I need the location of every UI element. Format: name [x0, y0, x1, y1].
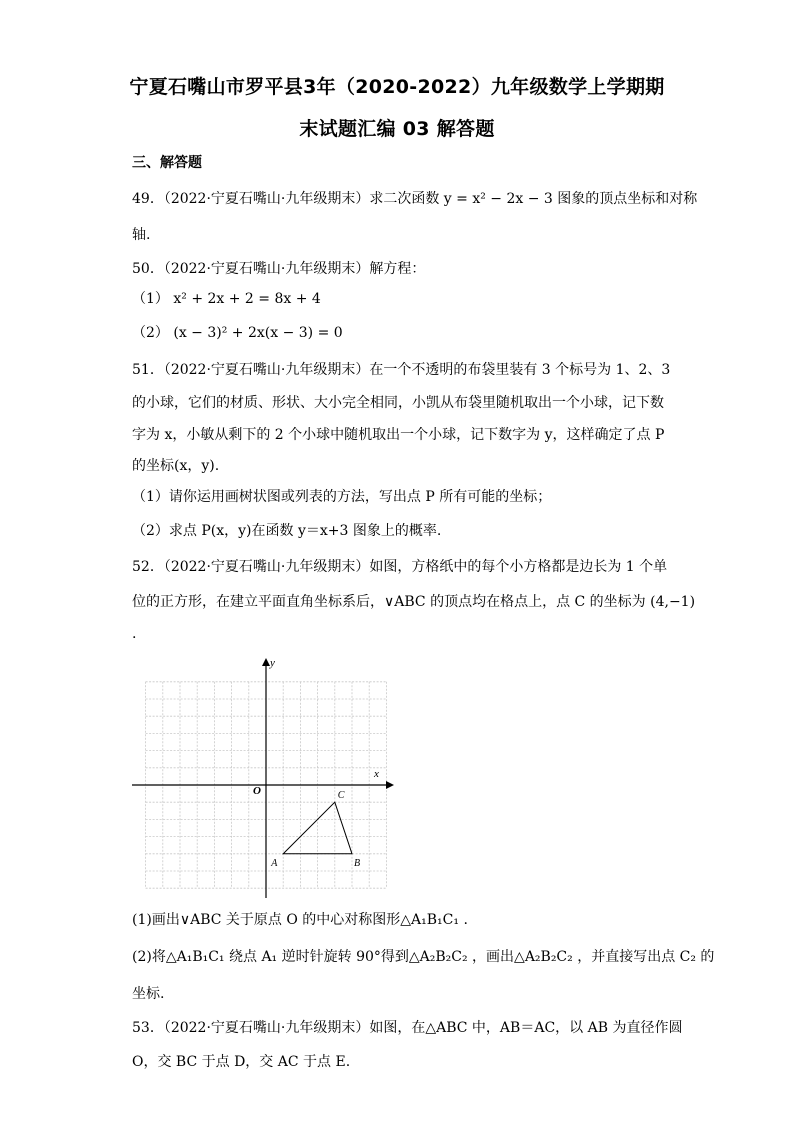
q51-line-3: 字为 x，小敏从剩下的 2 个小球中随机取出一个小球，记下数字为 y，这样确定了点 P — [132, 427, 665, 443]
q51-line-2: 的小球，它们的材质、形状、大小完全相同，小凯从布袋里随机取出一个小球，记下数 — [132, 395, 664, 411]
q51-part-1: （1）请你运用画树状图或列表的方法，写出点 P 所有可能的坐标； — [132, 489, 552, 505]
q52-part-2-line-2: 坐标. — [132, 986, 165, 1002]
q52-line-2: 位的正方形，在建立平面直角坐标系后，∨ABC 的顶点均在格点上，点 C 的坐标为 (4,−1) — [132, 594, 696, 610]
y-axis-arrow-icon — [262, 658, 270, 666]
q52-part-2-line-1: (2)将△A₁B₁C₁ 绕点 A₁ 逆时针旋转 90°得到△A₂B₂C₂ ，画出△A₂B₂C₂ ，并直接写出点 C₂ 的 — [132, 949, 715, 965]
q52-part-1: (1)画出∨ABC 关于原点 O 的中心对称图形△A₁B₁C₁ . — [132, 912, 468, 928]
q49-line-2: 轴. — [132, 227, 151, 243]
q52-line-1: 52．（2022·宁夏石嘴山·九年级期末）如图，方格纸中的每个小方格都是边长为 1 个单 — [132, 559, 668, 575]
q51-line-1: 51．（2022·宁夏石嘴山·九年级期末）在一个不透明的布袋里装有 3 个标号为 1、2、3 — [132, 362, 671, 378]
x-axis-label: x — [374, 768, 379, 780]
y-axis-label: y — [270, 657, 275, 669]
q52-line-3: . — [132, 626, 137, 642]
document-title-line-2: 末试题汇编 03 解答题 — [299, 118, 495, 140]
q50-part-1: （1） x² + 2x + 2 = 8x + 4 — [132, 291, 321, 307]
document-title-line-1: 宁夏石嘴山市罗平县3年（2020-2022）九年级数学上学期期 — [129, 76, 665, 98]
point-c-label: C — [337, 790, 345, 802]
q49-line-1: 49．（2022·宁夏石嘴山·九年级期末）求二次函数 y = x² − 2x − 3 图象的顶点坐标和对称 — [132, 191, 698, 207]
q50-stem: 50．（2022·宁夏石嘴山·九年级期末）解方程： — [132, 261, 426, 277]
origin-label: O — [253, 785, 261, 797]
coordinate-grid-figure — [128, 650, 398, 902]
section-heading: 三、解答题 — [132, 155, 202, 171]
point-b-label: B — [354, 857, 361, 869]
q51-line-4: 的坐标(x，y). — [132, 458, 220, 474]
q51-part-2: （2）求点 P(x，y)在函数 y＝x+3 图象上的概率. — [132, 523, 442, 539]
point-a-label: A — [271, 857, 278, 869]
triangle-abc — [283, 802, 352, 854]
q53-line-2: O，交 BC 于点 D，交 AC 于点 E. — [132, 1054, 351, 1070]
x-axis-arrow-icon — [386, 781, 394, 789]
q53-line-1: 53．（2022·宁夏石嘴山·九年级期末）如图，在△ABC 中，AB＝AC，以 AB 为直径作圆 — [132, 1020, 683, 1036]
q50-part-2: （2） (x − 3)² + 2x(x − 3) = 0 — [132, 325, 343, 341]
